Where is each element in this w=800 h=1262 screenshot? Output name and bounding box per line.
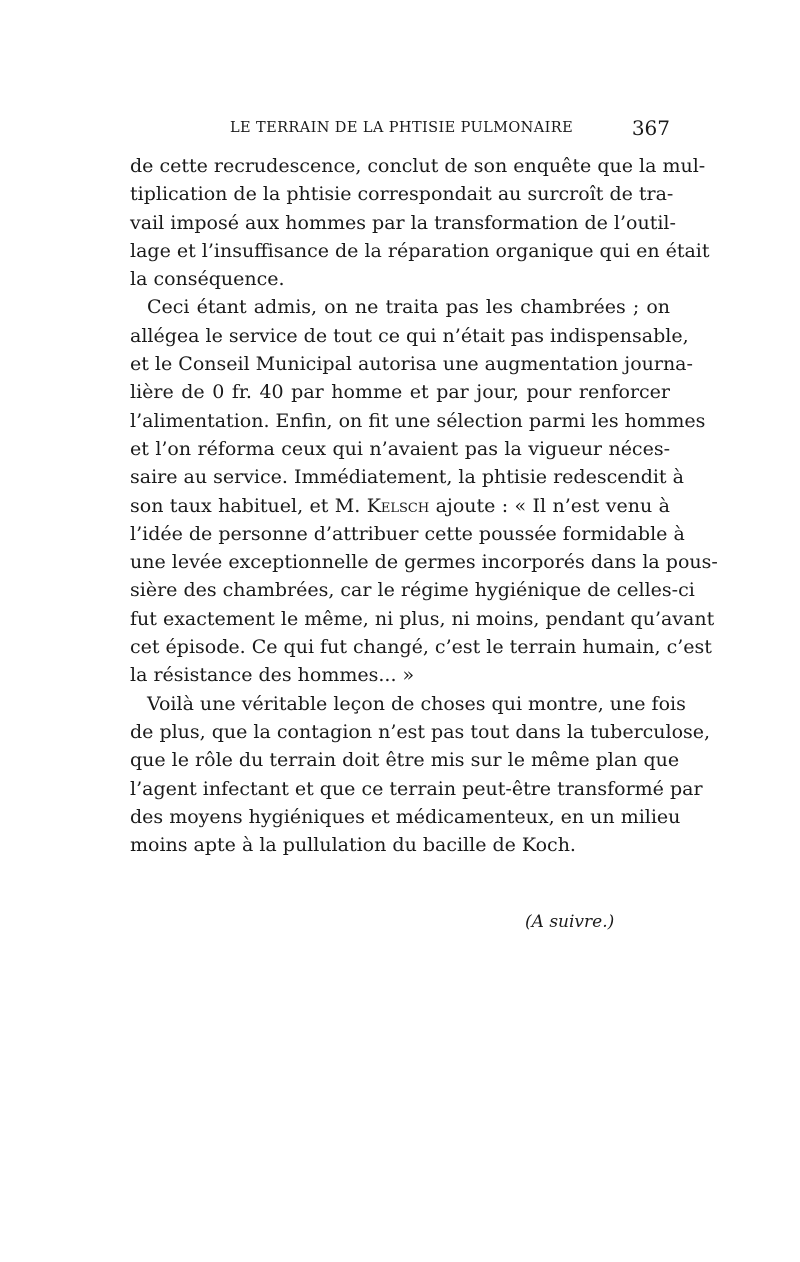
text-line: et l’on réforma ceux qui n’avaient pas la vigueur néces- bbox=[130, 437, 670, 460]
text-fragment: son taux habituel, et M. bbox=[130, 494, 361, 517]
text-line: l’agent infectant et que ce terrain peut-être transformé par bbox=[130, 777, 703, 800]
text-line: Ceci étant admis, on ne traita pas les chambrées ; on bbox=[147, 296, 670, 319]
text-line: et le Conseil Municipal autorisa une augmentation journa- bbox=[130, 353, 693, 376]
text-line: fut exactement le même, ni plus, ni moins, pendant qu’avant bbox=[130, 607, 715, 630]
text-line: tiplication de la phtisie correspondait au surcroît de tra- bbox=[130, 183, 674, 206]
body-text bbox=[130, 152, 718, 859]
text-line: la résistance des hommes... » bbox=[130, 664, 415, 687]
text-line: Voilà une véritable leçon de choses qui montre, une fois bbox=[147, 692, 686, 715]
text-line: des moyens hygiéniques et médicamenteux, en un milieu bbox=[130, 805, 681, 828]
text-line: cet épisode. Ce qui fut changé, c’est le terrain humain, c’est bbox=[130, 636, 712, 659]
text-line: l’idée de personne d’attribuer cette poussée formidable à bbox=[130, 522, 685, 545]
text-line: lière de 0 fr. 40 par homme et par jour, pour renforcer bbox=[130, 381, 670, 404]
text-line: de cette recrudescence, conclut de son enquête que la mul- bbox=[130, 155, 706, 177]
page-number: 367 bbox=[631, 116, 670, 140]
text-line: de plus, que la contagion n’est pas tout dans la tuberculose, bbox=[130, 720, 711, 743]
text-line: l’alimentation. Enfin, on fit une sélection parmi les hommes bbox=[130, 409, 706, 432]
text-line: vail imposé aux hommes par la transformation de l’outil- bbox=[130, 211, 676, 234]
text-line: sière des chambrées, car le régime hygiénique de celles-ci bbox=[130, 579, 695, 602]
text-line: allégea le service de tout ce qui n’était pas indispensable, bbox=[130, 324, 689, 347]
text-fragment: ajoute : « Il n’est venu à bbox=[435, 494, 670, 517]
text-line: que le rôle du terrain doit être mis sur le même plan que bbox=[130, 749, 680, 772]
text-line-with-author bbox=[130, 492, 670, 520]
text-line: moins apte à la pullulation du bacille de Koch. bbox=[130, 834, 576, 857]
running-header bbox=[130, 116, 670, 144]
text-line: la conséquence. bbox=[130, 268, 285, 291]
running-title: LE TERRAIN DE LA PHTISIE PULMONAIRE bbox=[230, 120, 574, 136]
text-line: lage et l’insuffisance de la réparation organique qui en était bbox=[130, 239, 710, 262]
continuation-note: (A suivre.) bbox=[525, 912, 615, 932]
text-line: une levée exceptionnelle de germes incorporés dans la pous- bbox=[130, 551, 718, 574]
author-name: Kelsch bbox=[366, 494, 430, 517]
text-line: saire au service. Immédiatement, la phtisie redescendit à bbox=[130, 466, 684, 489]
